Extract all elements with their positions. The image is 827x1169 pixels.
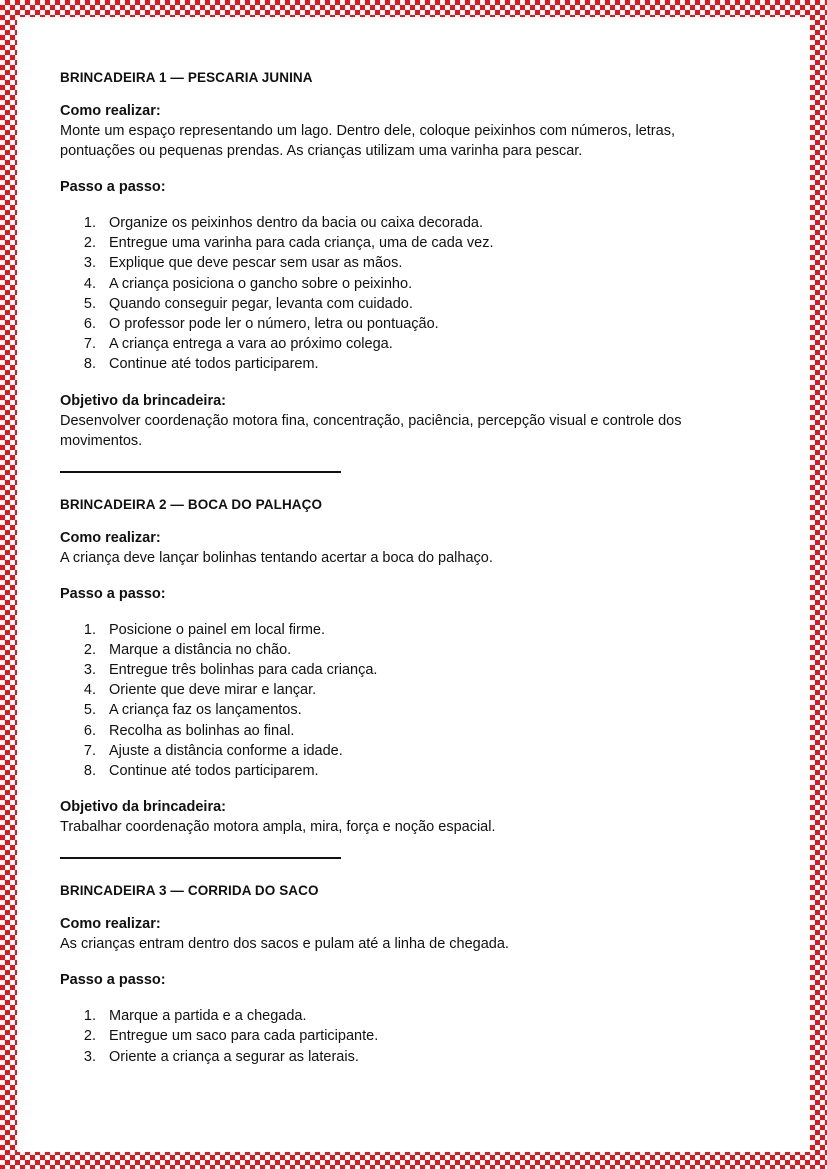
step-text: A criança posiciona o gancho sobre o peixinho. (109, 275, 413, 292)
step-item (60, 314, 740, 334)
step-item (60, 334, 740, 354)
step-number: 2. (83, 641, 96, 658)
step-number: 8. (83, 356, 96, 373)
step-item (60, 1047, 740, 1067)
step-number: 4. (83, 682, 96, 699)
section-title: BRINCADEIRA 1 — PESCARIA JUNINA (60, 70, 313, 85)
step-text: Recolha as bolinhas ao final. (109, 722, 295, 739)
step-text: Entregue uma varinha para cada criança, uma de cada vez. (109, 235, 494, 252)
step-item (60, 1006, 740, 1026)
step-number: 2. (83, 1028, 96, 1045)
step-number: 1. (83, 215, 96, 231)
step-item (60, 213, 740, 233)
step-number: 3. (83, 1048, 96, 1065)
step-text: Oriente que deve mirar e lançar. (109, 682, 317, 699)
step-text: Continue até todos participarem. (109, 763, 319, 780)
step-number: 3. (83, 255, 96, 272)
step-item (60, 620, 740, 640)
step-text: Explique que deve pescar sem usar as mãos. (109, 255, 403, 272)
step-text: Entregue um saco para cada participante. (109, 1028, 379, 1045)
step-text: Posicione o painel em local firme. (109, 621, 325, 638)
step-item (60, 253, 740, 273)
how-text: Monte um espaço representando um lago. Dentro dele, coloque peixinhos com números, letras, pontuações ou pequenas prendas. As crianças utilizam uma varinha para pescar. (60, 123, 675, 159)
how-label: Como realizar: (60, 529, 161, 546)
step-item (60, 274, 740, 294)
step-number: 4. (83, 275, 96, 292)
step-text: Marque a distância no chão. (109, 641, 292, 658)
how-text: As crianças entram dentro dos sacos e pulam até a linha de chegada. (60, 936, 509, 953)
step-text: Continue até todos participarem. (109, 356, 319, 373)
how-label: Como realizar: (60, 916, 161, 933)
step-number: 5. (83, 702, 96, 719)
page-sheet (17, 17, 810, 1152)
step-number: 5. (83, 295, 96, 312)
section-divider (60, 461, 740, 481)
steps-list (60, 213, 740, 375)
steps-list (60, 620, 740, 782)
section-1 (60, 70, 740, 481)
step-item (60, 640, 740, 660)
step-text: A criança entrega a vara ao próximo colega. (109, 336, 393, 353)
step-text: Entregue três bolinhas para cada criança. (109, 662, 378, 679)
step-text: O professor pode ler o número, letra ou pontuação. (109, 316, 439, 333)
section-title: BRINCADEIRA 2 — BOCA DO PALHAÇO (60, 496, 323, 512)
objective-label: Objetivo da brincadeira: (60, 799, 226, 816)
step-text: Oriente a criança a segurar as laterais. (109, 1048, 359, 1065)
step-number: 6. (83, 722, 96, 739)
step-number: 2. (83, 235, 96, 252)
document-content (60, 70, 740, 1083)
steps-label: Passo a passo: (60, 972, 166, 989)
step-number: 1. (83, 1008, 96, 1025)
step-text: A criança faz os lançamentos. (109, 702, 302, 719)
step-item (60, 294, 740, 314)
step-item (60, 680, 740, 700)
step-item (60, 1026, 740, 1046)
step-item (60, 660, 740, 680)
objective-text: Trabalhar coordenação motora ampla, mira, força e noção espacial. (60, 819, 496, 836)
how-text: A criança deve lançar bolinhas tentando acertar a boca do palhaço. (60, 549, 493, 566)
section-2 (60, 497, 740, 868)
step-text: Ajuste a distância conforme a idade. (109, 742, 343, 759)
step-number: 7. (83, 742, 96, 759)
step-number: 3. (83, 662, 96, 679)
step-item (60, 721, 740, 741)
step-number: 6. (83, 316, 96, 333)
step-number: 8. (83, 763, 96, 780)
step-item (60, 354, 740, 374)
step-text: Organize os peixinhos dentro da bacia ou caixa decorada. (109, 215, 484, 231)
step-item (60, 741, 740, 761)
section-3 (60, 883, 740, 1067)
step-number: 7. (83, 336, 96, 353)
divider-line (60, 471, 341, 473)
objective-text: Desenvolver coordenação motora fina, concentração, paciência, percepção visual e controle dos movimentos. (60, 412, 682, 449)
section-divider (60, 847, 740, 867)
step-number: 1. (83, 621, 96, 638)
objective-label: Objetivo da brincadeira: (60, 392, 226, 409)
steps-label: Passo a passo: (60, 585, 166, 602)
step-item (60, 700, 740, 720)
steps-label: Passo a passo: (60, 179, 166, 195)
divider-line (60, 857, 341, 859)
how-label: Como realizar: (60, 103, 161, 119)
step-item (60, 233, 740, 253)
steps-list (60, 1006, 740, 1067)
step-text: Marque a partida e a chegada. (109, 1008, 307, 1025)
step-item (60, 761, 740, 781)
section-title: BRINCADEIRA 3 — CORRIDA DO SACO (60, 883, 319, 899)
step-text: Quando conseguir pegar, levanta com cuidado. (109, 295, 413, 312)
